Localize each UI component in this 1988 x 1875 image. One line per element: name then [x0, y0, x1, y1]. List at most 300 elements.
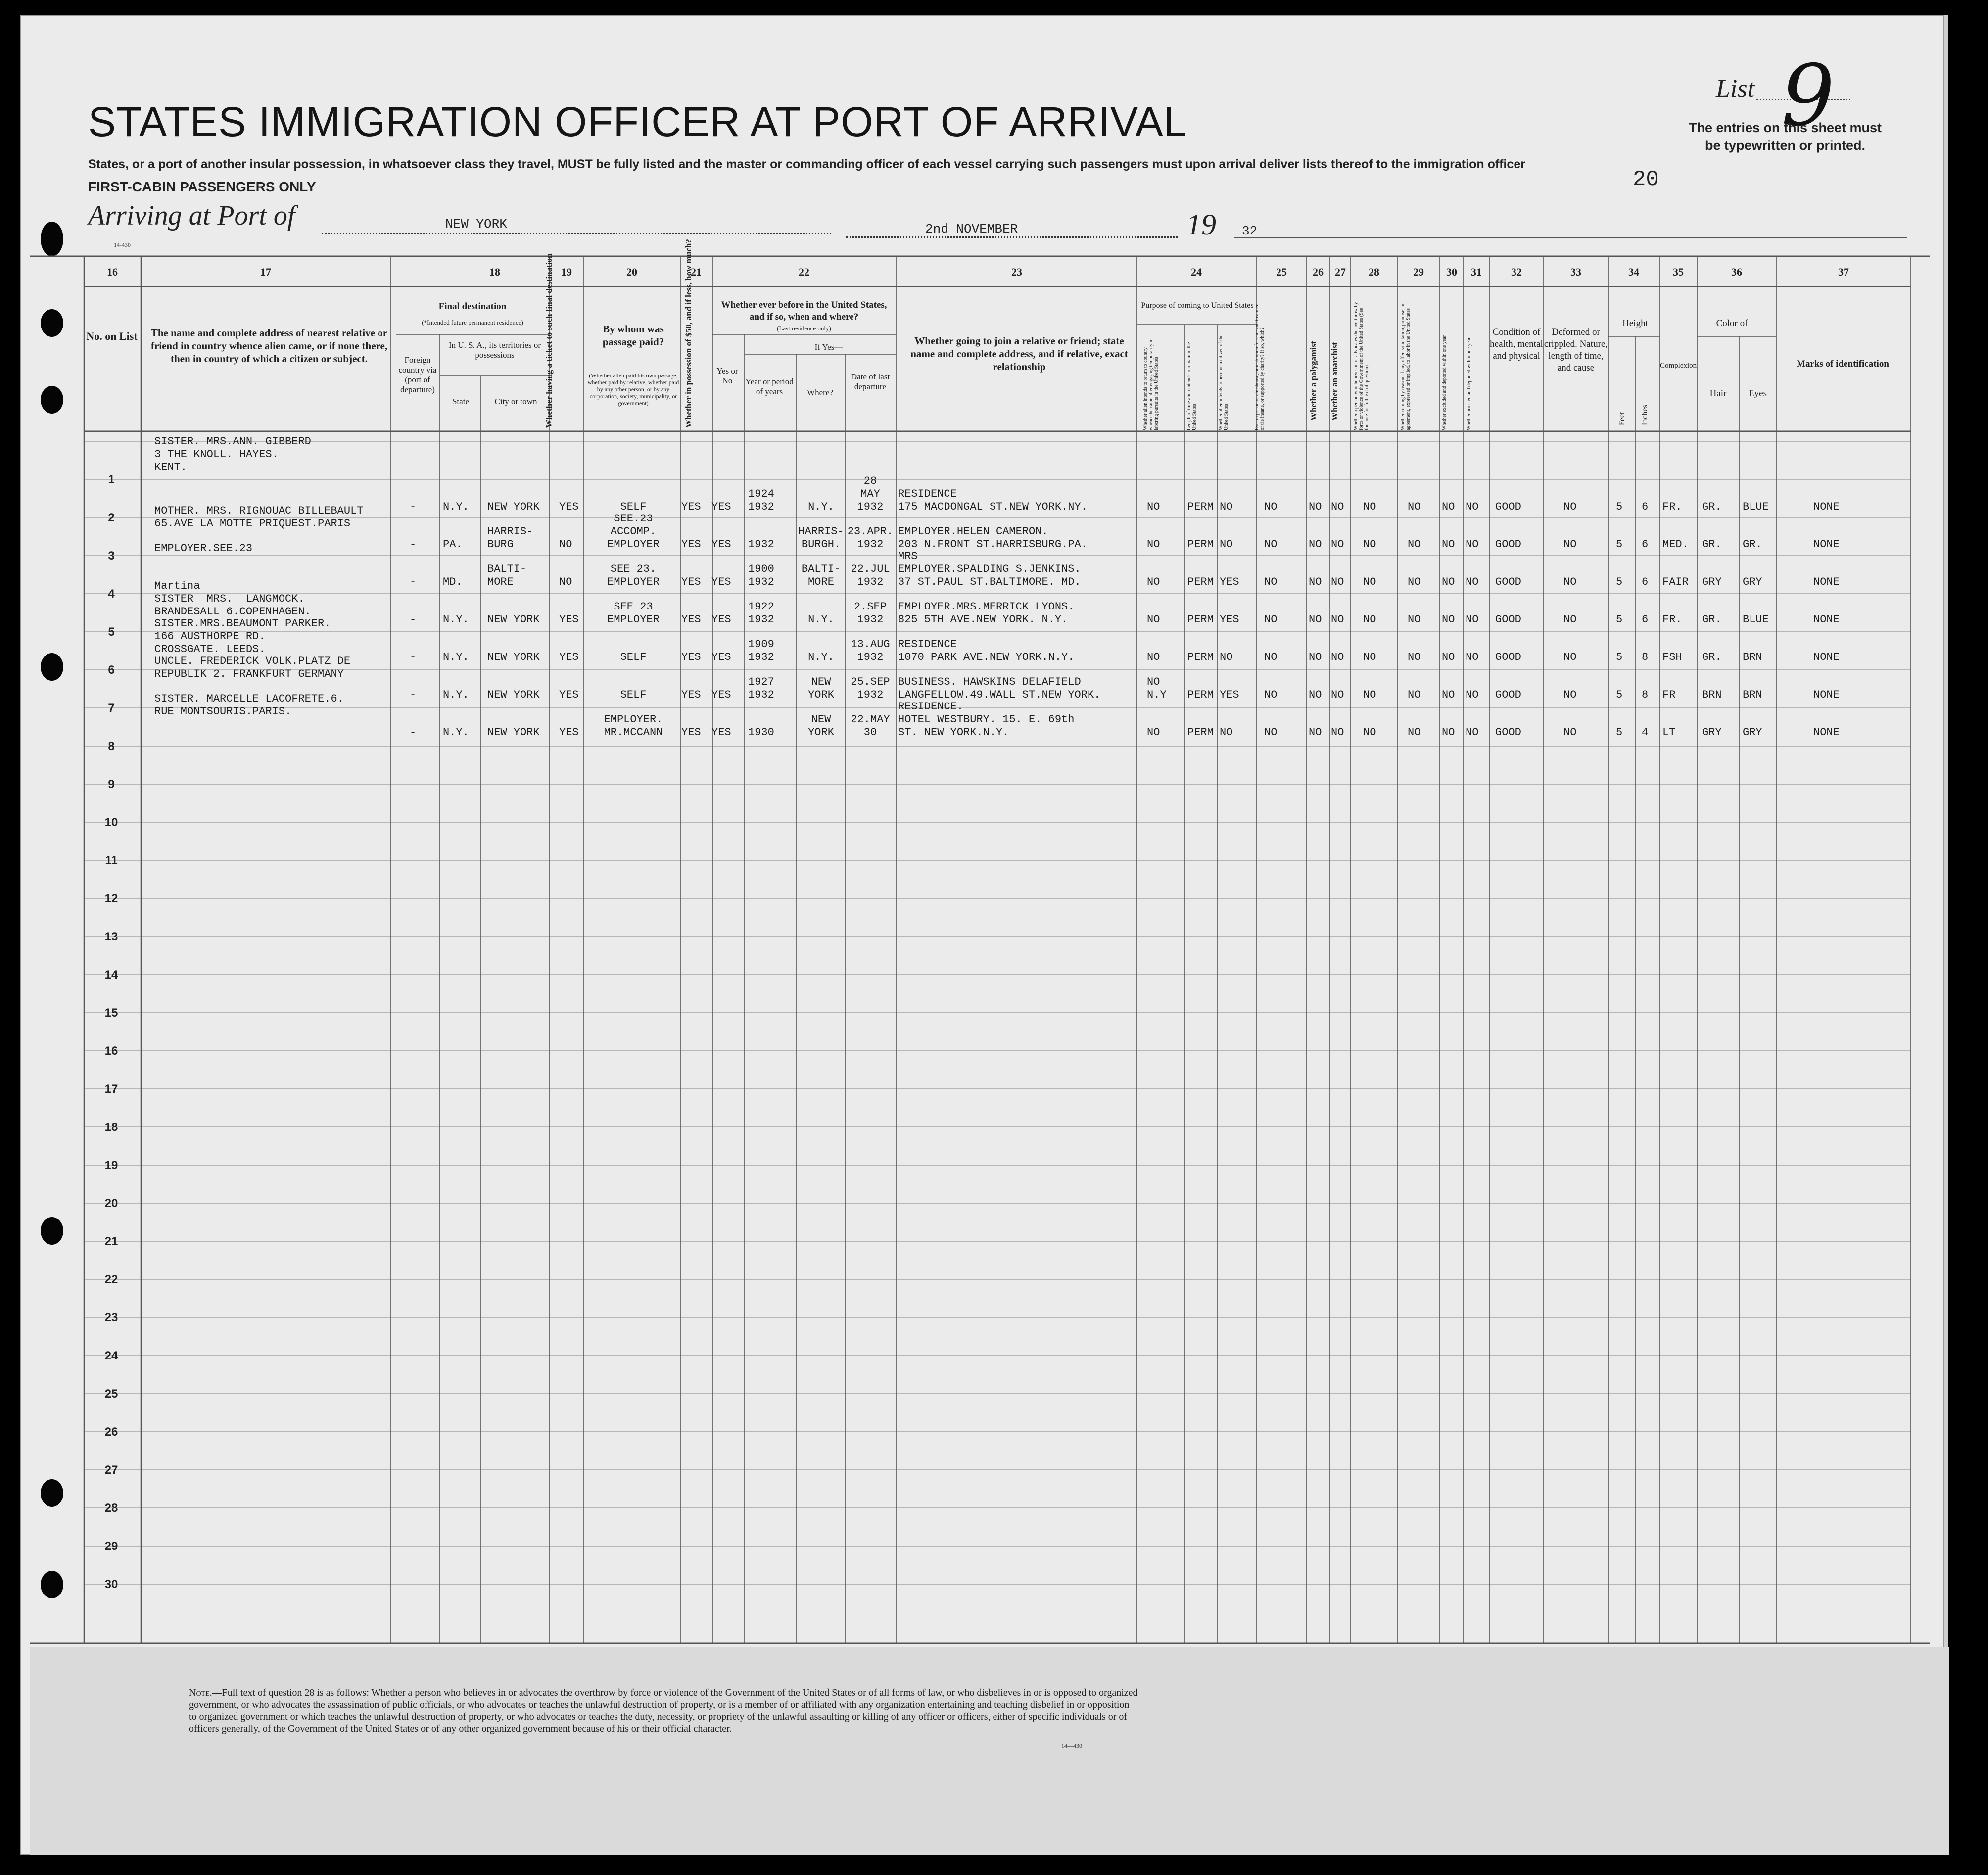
- column-number: 16: [107, 266, 118, 278]
- row-number: 27: [104, 1463, 118, 1477]
- purpose-return-cell: NO: [1147, 501, 1160, 513]
- header-hair: Hair: [1709, 388, 1727, 399]
- joining-relative-line: 203 N.FRONT ST.HARRISBURG.PA.: [898, 538, 1088, 551]
- row-number: 4: [108, 587, 115, 601]
- purpose-length-cell: PERM: [1187, 538, 1214, 551]
- column-number: 22: [799, 266, 809, 278]
- header-q28: Whether a person who believes in or advocates the overthrow by force or violence of the Government of the United States (See footnote for full text of question): [1353, 302, 1370, 430]
- header-final-destination: Final destination: [438, 301, 507, 312]
- ever-before-cell: YES: [711, 726, 731, 739]
- row-number: 17: [104, 1082, 118, 1096]
- purpose-return-cell: NO N.Y: [1147, 676, 1167, 701]
- purpose-citizen-cell: YES: [1220, 689, 1239, 701]
- ever-before-cell: YES: [711, 613, 731, 626]
- list-label: List: [1716, 75, 1755, 103]
- header-q29: Whether coming by reason of any offer, solicitation, promise, or agreement, expressed or implied, to labor in the United States: [1400, 303, 1411, 430]
- header-purpose-length: Length of time alien intends to remain in the United States: [1186, 342, 1197, 430]
- height-feet-cell: 5: [1616, 726, 1623, 739]
- port-value: NEW YORK: [445, 217, 507, 232]
- polygamist-cell: NO: [1309, 613, 1322, 626]
- row-number: 23: [104, 1311, 118, 1324]
- column-number: 17: [260, 266, 271, 278]
- header-polygamist: Whether a polygamist: [1309, 341, 1318, 421]
- row-number: 26: [104, 1425, 118, 1439]
- year-period-cell: 1909 1932: [748, 638, 774, 663]
- row-number: 28: [104, 1501, 118, 1515]
- header-complexion: Complexion: [1660, 362, 1697, 370]
- city-cell: BALTI- MORE: [487, 563, 527, 588]
- q29-cell: NO: [1408, 726, 1421, 739]
- passage-paid-cell: EMPLOYER. MR.MCCANN: [604, 713, 663, 739]
- state-cell: PA.: [443, 538, 463, 551]
- footnote-lead: Note.: [189, 1688, 212, 1698]
- year-period-cell: 1930: [748, 726, 774, 739]
- column-number: 34: [1628, 266, 1639, 278]
- q29-cell: NO: [1408, 651, 1421, 663]
- prison-cell: NO: [1264, 613, 1278, 626]
- height-inches-cell: 8: [1642, 689, 1649, 701]
- header-purpose-return: Whether alien intends to return to country whence he came after engaging temporarily in laboring pursuits in the United States: [1143, 338, 1159, 430]
- q28-cell: NO: [1363, 576, 1376, 588]
- height-feet-cell: 5: [1616, 651, 1623, 663]
- foreign-country-cell: -: [410, 651, 417, 663]
- height-inches-cell: 4: [1642, 726, 1649, 739]
- health-cell: GOOD: [1495, 538, 1521, 551]
- passage-paid-cell: SELF: [620, 501, 647, 513]
- polygamist-cell: NO: [1309, 651, 1322, 663]
- header-in-usa: In U. S. A., its territories or possessions: [448, 340, 541, 360]
- passage-paid-cell: SELF: [620, 689, 647, 701]
- deformed-cell: NO: [1563, 726, 1577, 739]
- hair-cell: GR.: [1702, 538, 1722, 551]
- purpose-citizen-cell: NO: [1220, 651, 1233, 663]
- relative-address-line: UNCLE. FREDERICK VOLK.PLATZ DE: [154, 655, 351, 667]
- row-number: 5: [108, 625, 115, 639]
- possession-50-cell: YES: [681, 689, 701, 701]
- hair-cell: GRY: [1702, 576, 1722, 588]
- footnote-code: 14—430: [1061, 1742, 1082, 1749]
- typewritten-note: The entries on this sheet must be typewritten or printed.: [1688, 120, 1882, 153]
- q30-cell: NO: [1442, 501, 1455, 513]
- q29-cell: NO: [1408, 613, 1421, 626]
- header-possession-50: Whether in possession of $50, and if less, how much?: [684, 239, 693, 428]
- q31-cell: NO: [1466, 613, 1479, 626]
- column-number: 32: [1511, 266, 1522, 278]
- ticket-cell: YES: [559, 651, 579, 663]
- row-number: 24: [104, 1349, 118, 1362]
- height-feet-cell: 5: [1616, 613, 1623, 626]
- joining-relative-line: RESIDENCE.: [898, 701, 964, 713]
- city-cell: NEW YORK: [487, 651, 540, 663]
- height-inches-cell: 6: [1642, 538, 1649, 551]
- header-deformed: Deformed or crippled. Nature, length of time, and cause: [1544, 327, 1608, 373]
- relative-address-line: EMPLOYER.SEE.23: [154, 542, 253, 555]
- header-nearest-relative: The name and complete address of nearest relative or friend in country whence alien came, or if none there, then in country of which a citizen or subject.: [150, 327, 388, 365]
- health-cell: GOOD: [1495, 651, 1521, 663]
- purpose-return-cell: NO: [1147, 613, 1160, 626]
- row-number: 29: [104, 1540, 118, 1553]
- where-cell: N.Y.: [808, 613, 834, 626]
- header-ticket: Whether having a ticket to such final destination: [544, 253, 554, 428]
- row-number: 6: [108, 663, 115, 677]
- header-height: Height: [1622, 318, 1648, 328]
- header-ever-before: Whether ever before in the United States, and if so, when and where?: [721, 300, 887, 322]
- q29-cell: NO: [1408, 576, 1421, 588]
- column-number: 29: [1413, 266, 1424, 278]
- q28-cell: NO: [1363, 613, 1376, 626]
- ever-before-cell: YES: [711, 576, 731, 588]
- purpose-length-cell: PERM: [1187, 576, 1214, 588]
- deformed-cell: NO: [1563, 501, 1577, 513]
- row-number: 30: [104, 1578, 118, 1591]
- state-cell: N.Y.: [443, 726, 469, 739]
- state-cell: MD.: [443, 576, 463, 588]
- state-cell: N.Y.: [443, 689, 469, 701]
- joining-relative-line: 37 ST.PAUL ST.BALTIMORE. MD.: [898, 576, 1081, 588]
- q29-cell: NO: [1408, 538, 1421, 551]
- foreign-country-cell: -: [410, 576, 417, 588]
- column-number: 19: [561, 266, 572, 278]
- where-cell: BALTI- MORE: [801, 563, 841, 588]
- purpose-length-cell: PERM: [1187, 613, 1214, 626]
- column-number: 31: [1471, 266, 1482, 278]
- where-cell: N.Y.: [808, 501, 834, 513]
- foreign-country-cell: -: [410, 726, 417, 739]
- joining-relative-line: EMPLOYER.MRS.MERRICK LYONS.: [898, 601, 1075, 613]
- city-cell: NEW YORK: [487, 501, 540, 513]
- hair-cell: GRY: [1702, 726, 1722, 739]
- row-number: 10: [104, 816, 118, 829]
- foreign-country-cell: -: [410, 613, 417, 626]
- marks-cell: NONE: [1813, 501, 1840, 513]
- column-number: 25: [1276, 266, 1287, 278]
- year-prefix: 19: [1186, 208, 1216, 241]
- row-number: 18: [104, 1121, 118, 1134]
- joining-relative-line: EMPLOYER.HELEN CAMERON.: [898, 525, 1048, 538]
- height-inches-cell: 6: [1642, 576, 1649, 588]
- purpose-return-cell: NO: [1147, 651, 1160, 663]
- polygamist-cell: NO: [1309, 576, 1322, 588]
- header-q30: Whether excluded and deported within one year: [1442, 335, 1447, 430]
- purpose-citizen-cell: YES: [1220, 576, 1239, 588]
- health-cell: GOOD: [1495, 501, 1521, 513]
- prison-cell: NO: [1264, 726, 1278, 739]
- purpose-return-cell: NO: [1147, 576, 1160, 588]
- q30-cell: NO: [1442, 576, 1455, 588]
- purpose-return-cell: NO: [1147, 538, 1160, 551]
- possession-50-cell: YES: [681, 651, 701, 663]
- joining-relative-line: 1070 PARK AVE.NEW YORK.N.Y.: [898, 651, 1075, 663]
- header-purpose-citizen: Whether alien intends to become a citizen of the United States: [1218, 334, 1229, 430]
- q30-cell: NO: [1442, 651, 1455, 663]
- height-feet-cell: 5: [1616, 538, 1623, 551]
- q30-cell: NO: [1442, 613, 1455, 626]
- ticket-cell: NO: [559, 538, 572, 551]
- state-cell: N.Y.: [443, 651, 469, 663]
- height-inches-cell: 8: [1642, 651, 1649, 663]
- row-number: 11: [105, 854, 118, 867]
- complexion-cell: MED.: [1662, 538, 1689, 551]
- header-foreign-country: Foreign country via (port of departure): [398, 355, 437, 394]
- page-number: 20: [1633, 167, 1659, 192]
- footnote-text: —Full text of question 28 is as follows: Whether a person who believes in or advocates the overthrow by force or violence of the Government of the United States or of all forms of law, or who disbelieves in or is opposed to organized government, or who advocates the assassination of public officials, or who advocates or teaches the unlawful destruction of property, or is a member of or affiliated with any organization entertaining and teaching disbelief in or opposition to organized government or which teaches the unlawful destruction of property, or who advocates or teaches the duty, necessity, or propriety of the unlawful assaulting or killing of any officer or officers, either of specific individuals or of officers generally, of the Government of the United States or of any other organized government because of his or their official character.: [189, 1688, 1138, 1734]
- ever-before-cell: YES: [711, 689, 731, 701]
- column-number: 33: [1570, 266, 1581, 278]
- where-cell: HARRIS- BURGH.: [798, 525, 844, 551]
- relative-address-line: KENT.: [154, 461, 188, 473]
- q28-cell: NO: [1363, 501, 1376, 513]
- row-number: 20: [104, 1197, 118, 1210]
- deformed-cell: NO: [1563, 613, 1577, 626]
- row-number: 16: [104, 1044, 118, 1058]
- ever-before-cell: YES: [711, 651, 731, 663]
- last-departure-cell: 2.SEP 1932: [853, 601, 887, 626]
- sheet-title: STATES IMMIGRATION OFFICER AT PORT OF ARRIVAL: [88, 98, 1187, 145]
- relative-address-line: 166 AUSTHORPE RD.: [154, 630, 266, 643]
- instruction-text: States, or a port of another insular possession, in whatsoever class they travel, MUST be fully listed and the master or commanding officer of each vessel carrying such passengers must upon arrival deliver lists thereof to the immigration officer: [88, 157, 1525, 171]
- where-cell: N.Y.: [808, 651, 834, 663]
- anarchist-cell: NO: [1331, 726, 1344, 739]
- year-period-cell: 1900 1932: [748, 563, 774, 588]
- foreign-country-cell: -: [410, 501, 417, 513]
- row-number: 19: [104, 1159, 118, 1172]
- column-number: 18: [489, 266, 500, 278]
- row-number: 8: [108, 740, 115, 753]
- header-prison: Ever in prison or almshouse, or institution for care and treatment of the insane, or supported by charity? If so, which?: [1254, 302, 1265, 430]
- eyes-cell: BLUE: [1743, 613, 1769, 626]
- anarchist-cell: NO: [1331, 689, 1344, 701]
- health-cell: GOOD: [1495, 689, 1521, 701]
- joining-relative-line: MRS: [898, 550, 918, 562]
- where-cell: NEW YORK: [808, 713, 834, 739]
- column-number: 20: [626, 266, 637, 278]
- header-passage-paid: By whom was passage paid?: [602, 323, 664, 348]
- relative-address-line: SISTER.MRS.BEAUMONT PARKER.: [154, 617, 331, 630]
- city-cell: NEW YORK: [487, 613, 540, 626]
- header-inches: Inches: [1641, 405, 1649, 425]
- relative-address-line: Martina: [154, 580, 200, 592]
- form-number: 14-430: [114, 241, 131, 248]
- list-number: 9: [1781, 47, 1835, 145]
- row-number: 15: [104, 1006, 118, 1020]
- hair-cell: GR.: [1702, 501, 1722, 513]
- passage-paid-cell: SEE 23. EMPLOYER: [607, 563, 660, 588]
- header-q31: Whether arrested and deported within one year: [1467, 337, 1472, 430]
- row-number: 13: [104, 930, 118, 943]
- anarchist-cell: NO: [1331, 651, 1344, 663]
- polygamist-cell: NO: [1309, 726, 1322, 739]
- q28-cell: NO: [1363, 651, 1376, 663]
- header-feet: Feet: [1618, 412, 1626, 425]
- relative-address-line: SISTER MRS. LANGMOCK.: [154, 593, 305, 605]
- foreign-country-cell: -: [410, 689, 417, 701]
- marks-cell: NONE: [1813, 576, 1840, 588]
- header-if-yes: If Yes—: [814, 342, 843, 352]
- q29-cell: NO: [1408, 689, 1421, 701]
- ticket-cell: YES: [559, 501, 579, 513]
- column-number: 28: [1369, 266, 1379, 278]
- prison-cell: NO: [1264, 576, 1278, 588]
- row-number: 2: [108, 511, 115, 524]
- eyes-cell: BRN: [1743, 651, 1762, 663]
- passage-paid-cell: SEE.23 ACCOMP. EMPLOYER: [607, 513, 660, 551]
- q31-cell: NO: [1466, 501, 1479, 513]
- purpose-return-cell: NO: [1147, 726, 1160, 739]
- row-number: 22: [104, 1273, 118, 1286]
- row-number: 25: [104, 1387, 118, 1401]
- purpose-length-cell: PERM: [1187, 501, 1214, 513]
- complexion-cell: LT: [1662, 726, 1676, 739]
- joining-relative-line: HOTEL WESTBURY. 15. E. 69th: [898, 713, 1075, 726]
- year-period-cell: 1922 1932: [748, 601, 774, 626]
- prison-cell: NO: [1264, 501, 1278, 513]
- header-yes-no: Yes or No: [716, 366, 738, 385]
- complexion-cell: FAIR: [1662, 576, 1689, 588]
- joining-relative-line: LANGFELLOW.49.WALL ST.NEW YORK.: [898, 689, 1101, 701]
- deformed-cell: NO: [1563, 651, 1577, 663]
- hair-cell: BRN: [1702, 689, 1722, 701]
- q30-cell: NO: [1442, 726, 1455, 739]
- header-last-departure: Date of last departure: [851, 372, 890, 391]
- joining-relative-line: 175 MACDONGAL ST.NEW YORK.NY.: [898, 501, 1088, 513]
- footnote: [189, 1687, 1139, 1734]
- relative-address-line: MOTHER. MRS. RIGNOUAC BILLEBAULT: [154, 505, 364, 517]
- polygamist-cell: NO: [1309, 538, 1322, 551]
- row-number: 12: [104, 892, 118, 905]
- first-cabin-label: FIRST-CABIN PASSENGERS ONLY: [88, 179, 316, 194]
- header-final-destination-note: (*Intended future permanent residence): [422, 319, 523, 326]
- column-number: 35: [1673, 266, 1684, 278]
- relative-address-line: RUE MONTSOURIS.PARIS.: [154, 705, 292, 718]
- hair-cell: GR.: [1702, 651, 1722, 663]
- passage-paid-cell: SEE 23 EMPLOYER: [607, 601, 660, 626]
- header-color-of: Color of—: [1716, 318, 1757, 328]
- joining-relative-line: BUSINESS. HAWSKINS DELAFIELD: [898, 676, 1081, 688]
- q31-cell: NO: [1466, 651, 1479, 663]
- header-marks: Marks of identification: [1797, 359, 1889, 369]
- last-departure-cell: 22.JUL 1932: [851, 563, 890, 588]
- q30-cell: NO: [1442, 689, 1455, 701]
- q31-cell: NO: [1466, 726, 1479, 739]
- last-departure-cell: 23.APR. 1932: [847, 525, 894, 551]
- row-number: 3: [108, 549, 115, 562]
- row-number: 9: [108, 778, 115, 791]
- arriving-label: Arriving at Port of: [88, 200, 295, 231]
- header-going-to-join: Whether going to join a relative or friend; state name and complete address, and if relative, exact relationship: [910, 335, 1128, 373]
- possession-50-cell: YES: [681, 613, 701, 626]
- complexion-cell: FR.: [1662, 501, 1682, 513]
- header-state: State: [452, 397, 469, 406]
- eyes-cell: GRY: [1743, 576, 1762, 588]
- relative-address-line: BRANDESALL 6.COPENHAGEN.: [154, 606, 311, 618]
- marks-cell: NONE: [1813, 689, 1840, 701]
- header-eyes: Eyes: [1749, 388, 1767, 399]
- column-number: 23: [1011, 266, 1022, 278]
- joining-relative-line: ST. NEW YORK.N.Y.: [898, 726, 1009, 739]
- last-departure-cell: 25.SEP 1932: [851, 676, 890, 701]
- q31-cell: NO: [1466, 538, 1479, 551]
- complexion-cell: FSH: [1662, 651, 1682, 663]
- header-anarchist: Whether an anarchist: [1330, 342, 1339, 421]
- polygamist-cell: NO: [1309, 689, 1322, 701]
- q28-cell: NO: [1363, 726, 1376, 739]
- marks-cell: NONE: [1813, 651, 1840, 663]
- anarchist-cell: NO: [1331, 576, 1344, 588]
- row-number: 14: [104, 968, 118, 982]
- column-number: 30: [1446, 266, 1457, 278]
- purpose-length-cell: PERM: [1187, 726, 1214, 739]
- column-number: 37: [1838, 266, 1849, 278]
- health-cell: GOOD: [1495, 576, 1521, 588]
- column-number: 24: [1191, 266, 1202, 278]
- eyes-cell: GR.: [1743, 538, 1762, 551]
- marks-cell: NONE: [1813, 726, 1840, 739]
- q29-cell: NO: [1408, 501, 1421, 513]
- purpose-citizen-cell: YES: [1220, 613, 1239, 626]
- eyes-cell: BRN: [1743, 689, 1762, 701]
- health-cell: GOOD: [1495, 613, 1521, 626]
- header-city: City or town: [494, 397, 537, 406]
- year-suffix: 32: [1242, 224, 1258, 238]
- purpose-length-cell: PERM: [1187, 689, 1214, 701]
- ticket-cell: YES: [559, 613, 579, 626]
- column-number: 36: [1731, 266, 1742, 278]
- ticket-cell: NO: [559, 576, 572, 588]
- marks-cell: NONE: [1813, 613, 1840, 626]
- state-cell: N.Y.: [443, 613, 469, 626]
- last-departure-cell: 13.AUG 1932: [851, 638, 890, 663]
- q31-cell: NO: [1466, 576, 1479, 588]
- prison-cell: NO: [1264, 689, 1278, 701]
- marks-cell: NONE: [1813, 538, 1840, 551]
- height-inches-cell: 6: [1642, 501, 1649, 513]
- prison-cell: NO: [1264, 538, 1278, 551]
- possession-50-cell: YES: [681, 726, 701, 739]
- possession-50-cell: YES: [681, 576, 701, 588]
- relative-address-line: REPUBLIK 2. FRANKFURT GERMANY: [154, 668, 344, 680]
- height-feet-cell: 5: [1616, 689, 1623, 701]
- year-period-cell: 1932: [748, 538, 774, 551]
- deformed-cell: NO: [1563, 689, 1577, 701]
- hair-cell: GR.: [1702, 613, 1722, 626]
- purpose-citizen-cell: NO: [1220, 501, 1233, 513]
- joining-relative-line: RESIDENCE: [898, 638, 957, 651]
- year-period-cell: 1924 1932: [748, 488, 774, 513]
- q28-cell: NO: [1363, 689, 1376, 701]
- state-cell: N.Y.: [443, 501, 469, 513]
- arrival-date: 2nd NOVEMBER: [925, 222, 1018, 236]
- column-number: 26: [1313, 266, 1324, 278]
- column-number: 27: [1335, 266, 1346, 278]
- q30-cell: NO: [1442, 538, 1455, 551]
- city-cell: NEW YORK: [487, 689, 540, 701]
- column-number: 21: [691, 266, 702, 278]
- last-departure-cell: 28 MAY 1932: [857, 475, 884, 513]
- ever-before-cell: YES: [711, 538, 731, 551]
- purpose-citizen-cell: NO: [1220, 538, 1233, 551]
- polygamist-cell: NO: [1309, 501, 1322, 513]
- ticket-cell: YES: [559, 689, 579, 701]
- city-cell: NEW YORK: [487, 726, 540, 739]
- relative-address-line: CROSSGATE. LEEDS.: [154, 643, 266, 656]
- deformed-cell: NO: [1563, 576, 1577, 588]
- purpose-length-cell: PERM: [1187, 651, 1214, 663]
- height-feet-cell: 5: [1616, 501, 1623, 513]
- row-number: 1: [108, 473, 115, 486]
- where-cell: NEW YORK: [808, 676, 834, 701]
- header-passage-paid-note: (Whether alien paid his own passage, whether paid by relative, whether paid by any other person, or by any corporation, society, municipality, or government): [587, 372, 679, 407]
- relative-address-line: 3 THE KNOLL. HAYES.: [154, 448, 279, 461]
